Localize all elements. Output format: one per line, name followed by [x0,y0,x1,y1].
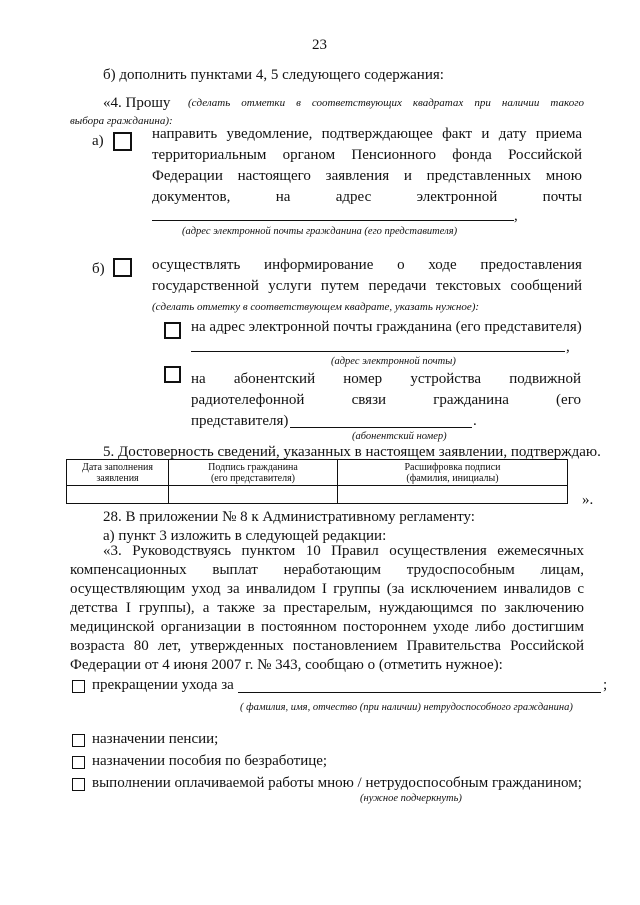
word: о [397,257,405,273]
comma: , [514,208,518,224]
word: осуществлять [152,257,241,273]
word: ходе [428,257,457,273]
word: почты [542,189,582,205]
phone-input-line[interactable] [290,427,472,428]
checkbox-pension[interactable] [72,734,85,747]
option-a-checkbox[interactable] [113,132,132,151]
cell-signature[interactable] [169,486,338,504]
comma: , [566,339,570,355]
checkbox-paid-work[interactable] [72,778,85,791]
option-b-line1 [152,256,582,274]
header-text: (фамилия, инициалы) [406,472,499,484]
checkbox-care-termination[interactable] [72,680,85,693]
paid-work-text: выполнении оплачиваемой работы мною / нетрудоспособным гражданином; [92,775,582,791]
option-b-phone-line1 [191,370,581,388]
option-a-line1: направить уведомление, подтверждающее факт и дату приема [152,126,582,142]
period: . [473,413,477,429]
p28-line1: «3. Руководствуясь пунктом 10 Правил осуществления ежемесячных [103,543,584,559]
cell-name-decoding[interactable] [338,486,568,504]
p4-start: «4. Прошу [103,95,171,111]
word: гражданина [433,392,509,408]
word: информирование [264,257,374,273]
unemployment-text: назначении пособия по безработице; [92,753,328,769]
word: устройства [410,371,482,387]
option-a-line4 [152,188,582,206]
pension-text: назначении пенсии; [92,731,219,747]
header-signature [169,460,338,486]
word: связи [351,392,387,408]
word: на [275,189,291,205]
p28-line6: возраста 80 лет, утвержденных постановлением Правительства Российской [70,638,584,654]
p28-line7: Федерации от 4 июня 2007 г. № 343, сообщаю о (отметить нужное): [70,657,503,673]
option-b-line2: государственной услуги путем передачи текстовых сообщений [152,278,582,294]
word: номер [343,371,383,387]
option-b-checkbox[interactable] [113,258,132,277]
header-text: Дата заполнения [82,461,153,473]
p28-line3: осуществляющим уход за инвалидом I группы (за исключением инвалидов с [70,581,584,597]
word: адрес [335,189,372,205]
word: радиотелефонной [191,392,305,408]
email-input-line-b[interactable] [191,351,565,352]
word: выплат [212,562,258,578]
option-b-phone-line3: представителя) [191,413,289,429]
p28-line4: детства I группы), а также за престарелым, нуждающимся по заключению [70,600,584,616]
word: (его [556,392,581,408]
intro-line: б) дополнить пунктами 4, 5 следующего содержания: [103,67,444,83]
p28-sub-a: а) пункт 3 изложить в следующей редакции: [103,528,387,544]
word: компенсационных [70,562,187,578]
option-b-email-checkbox[interactable] [164,322,181,339]
p5-text: 5. Достоверность сведений, указанных в настоящем заявлении, подтверждаю. [103,444,601,460]
p28-title: 28. В приложении № 8 к Административному регламенту: [103,509,475,525]
word: документов, [152,189,231,205]
p28-line2 [70,561,584,579]
option-a-label: а) [92,133,104,149]
phone-caption: (абонентский номер) [352,431,447,442]
email-input-line-a[interactable] [152,220,514,221]
word: на [191,371,206,387]
checkbox-unemployment[interactable] [72,756,85,769]
care-termination-text: прекращении ухода за [92,677,234,693]
header-text: (его представителя) [210,472,296,484]
semicolon: ; [603,677,608,693]
header-date [67,460,169,486]
option-b-email-text: на адрес электронной почты гражданина (его представителя) [191,319,582,335]
paid-work-caption: (нужное подчеркнуть) [360,793,462,804]
page-number: 23 [312,37,327,53]
email-caption-a: (адрес электронной почты гражданина (его представителя) [182,226,458,237]
header-text: заявления [96,472,139,484]
signature-table [66,459,568,504]
header-text: Подпись гражданина [208,461,298,473]
option-b-phone-line2 [191,391,581,409]
p4-note-line2: выбора гражданина): [70,115,173,127]
header-name-decoding [338,460,568,486]
word: электронной [416,189,498,205]
word: трудоспособным [406,562,515,578]
option-a-line2: территориальным органом Пенсионного фонда Российской [152,147,582,163]
email-caption-b: (адрес электронной почты) [331,356,456,367]
option-b-label: б) [92,261,105,277]
header-text: Расшифровка подписи [404,461,501,473]
care-termination-caption: ( фамилия, имя, отчество (при наличии) нетрудоспособного гражданина) [240,702,573,713]
word: предоставления [480,257,582,273]
p28-line5: медицинской организации в постоянном постороннем уходе либо достигшим [70,619,584,635]
p4-note-line1: (сделать отметки в соответствующих квадратах при наличии такого [188,97,584,109]
closing-quote: ». [582,492,594,508]
cell-date[interactable] [67,486,169,504]
word: подвижной [509,371,581,387]
word: абонентский [233,371,316,387]
option-b-phone-checkbox[interactable] [164,366,181,383]
option-b-note: (сделать отметку в соответствующем квадрате, указать нужное): [152,301,480,313]
word: лицам, [540,562,584,578]
care-termination-input-line[interactable] [238,692,601,693]
option-a-line3: Федерации настоящего заявления и представленных мною [152,168,582,184]
word: неработающим [283,562,382,578]
